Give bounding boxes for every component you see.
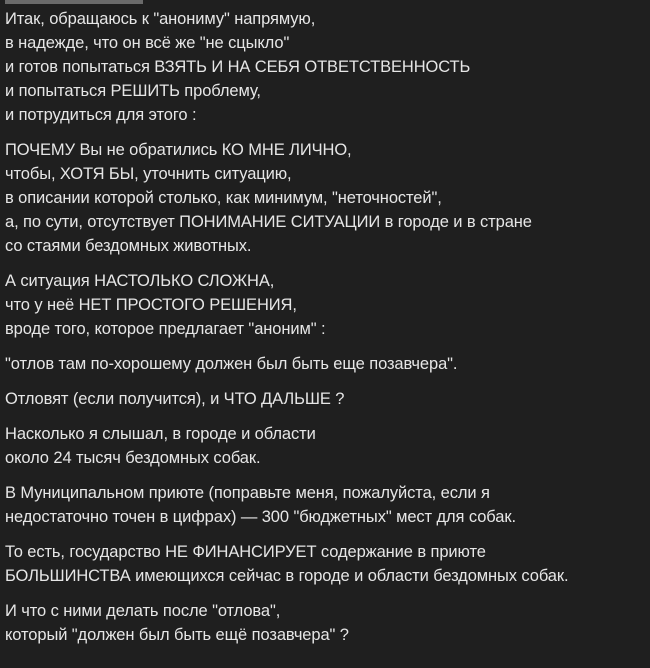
post-text-line: в описании которой столько, как минимум, "неточностей", <box>5 189 442 207</box>
post-text-line: Итак, обращаюсь к "анониму" напрямую, <box>5 10 316 28</box>
post-paragraph <box>5 540 642 588</box>
post-paragraph <box>5 422 642 470</box>
post-paragraph <box>5 481 642 529</box>
post-text-line: ПОЧЕМУ Вы не обратились КО МНЕ ЛИЧНО, <box>5 141 352 159</box>
post-text-line: в надежде, что он всё же "не сцыкло" <box>5 34 290 52</box>
post-text-line: То есть, государство НЕ ФИНАНСИРУЕТ содержание в приюте <box>5 543 486 561</box>
post-text-line: И что с ними делать после "отлова", <box>5 602 281 620</box>
top-divider <box>5 0 143 4</box>
post-text-line: около 24 тысяч бездомных собак. <box>5 449 261 467</box>
post-text-line: что у неё НЕТ ПРОСТОГО РЕШЕНИЯ, <box>5 296 297 314</box>
post-text-line: Отловят (если получится), и ЧТО ДАЛЬШЕ ? <box>5 390 345 408</box>
post-paragraph <box>5 138 642 258</box>
post-paragraph <box>5 269 642 341</box>
post-paragraph <box>5 599 642 647</box>
post-text-line: и потрудиться для этого : <box>5 106 197 124</box>
post-text-line: В Муниципальном приюте (поправьте меня, пожалуйста, если я <box>5 484 490 502</box>
post-text-line: который "должен был быть ещё позавчера" ? <box>5 626 349 644</box>
post-paragraph <box>5 7 642 127</box>
post-text-line: и готов попытаться ВЗЯТЬ И НА СЕБЯ ОТВЕТСТВЕННОСТЬ <box>5 58 471 76</box>
post-text-line: а, по сути, отсутствует ПОНИМАНИЕ СИТУАЦИИ в городе и в стране <box>5 213 532 231</box>
post-text-line: вроде того, которое предлагает "аноним" : <box>5 320 326 338</box>
post-text-line: чтобы, ХОТЯ БЫ, уточнить ситуацию, <box>5 165 292 183</box>
post-text-line: Насколько я слышал, в городе и области <box>5 425 316 443</box>
post-text-line: и попытаться РЕШИТЬ проблему, <box>5 82 261 100</box>
post-paragraph <box>5 352 642 376</box>
post-text-line: со стаями бездомных животных. <box>5 237 252 255</box>
post-text-line: БОЛЬШИНСТВА имеющихся сейчас в городе и области бездомных собак. <box>5 567 569 585</box>
post-text-line: А ситуация НАСТОЛЬКО СЛОЖНА, <box>5 272 275 290</box>
post-body <box>5 7 642 658</box>
post-text-line: недостаточно точен в цифрах) — 300 "бюджетных" мест для собак. <box>5 508 516 526</box>
post-text-line: "отлов там по-хорошему должен был быть еще позавчера". <box>5 355 458 373</box>
post-paragraph <box>5 387 642 411</box>
